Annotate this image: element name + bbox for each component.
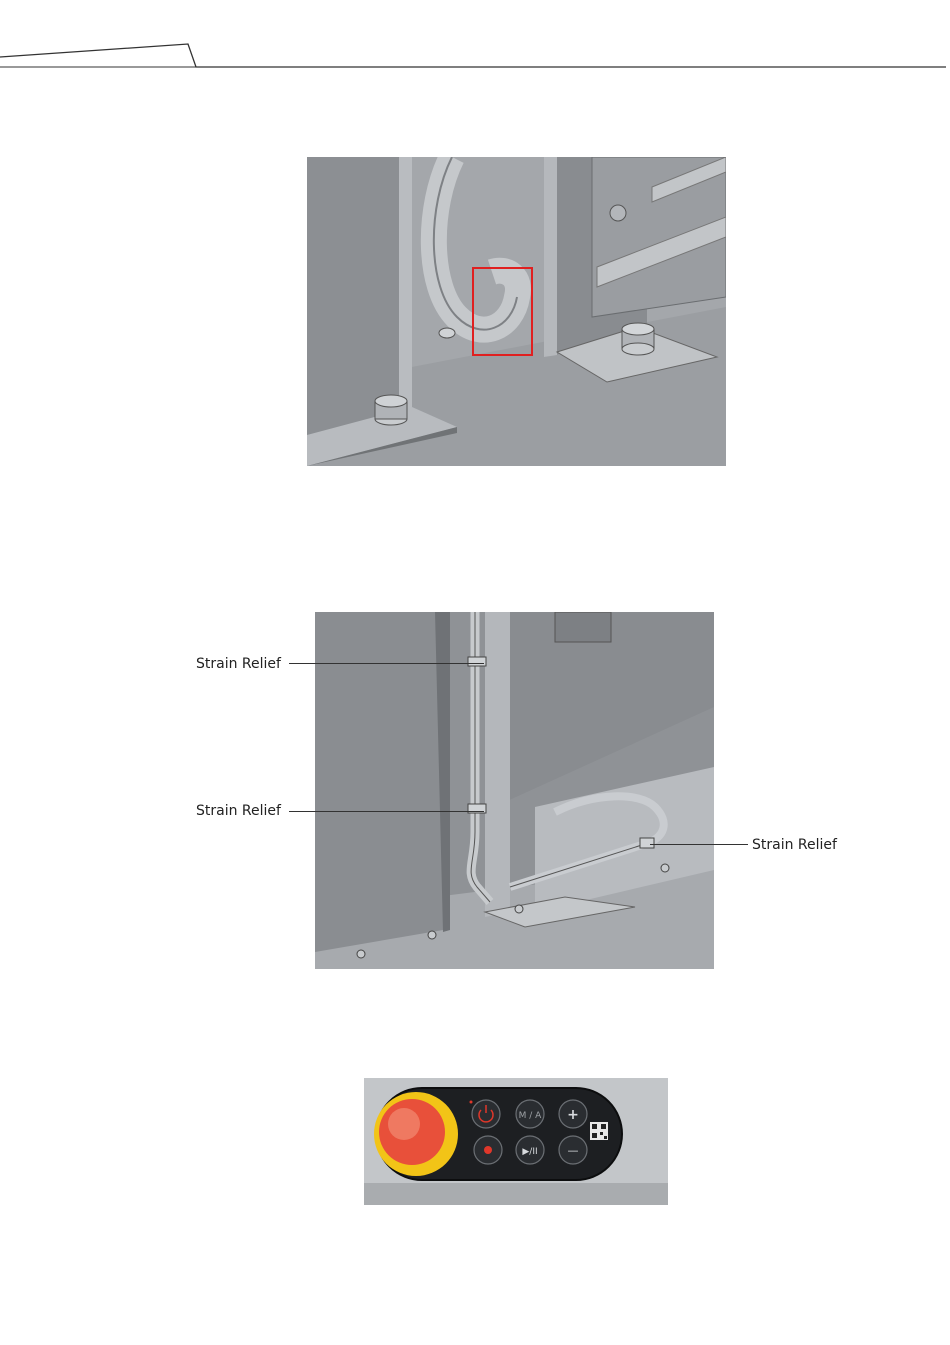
callout-right: Strain Relief [752,837,837,853]
leader-top [289,663,484,664]
callout-top: Strain Relief [196,656,281,672]
play-pause-button-label: ▶/II [522,1147,538,1157]
strain-relief-overview [315,612,714,969]
control-panel-illustration [364,1078,668,1205]
callout-middle: Strain Relief [196,803,281,819]
leader-middle [289,811,484,812]
minus-icon [559,1136,587,1164]
record-icon [474,1136,502,1164]
minus-button-label: — [567,1144,579,1157]
strain-relief-illustration [315,612,714,969]
power-icon [472,1100,500,1128]
mode-icon [516,1100,544,1128]
page-header-rule [0,0,950,80]
cable-routing-closeup [307,157,726,466]
plus-icon [559,1100,587,1128]
cable-routing-illustration [307,157,726,466]
play-pause-icon [516,1136,544,1164]
mode-button-label: M / A [518,1111,542,1121]
leader-right [650,844,748,845]
qr-code-icon [590,1122,608,1140]
control-panel-photo [364,1078,668,1205]
plus-button-label: + [567,1107,579,1123]
